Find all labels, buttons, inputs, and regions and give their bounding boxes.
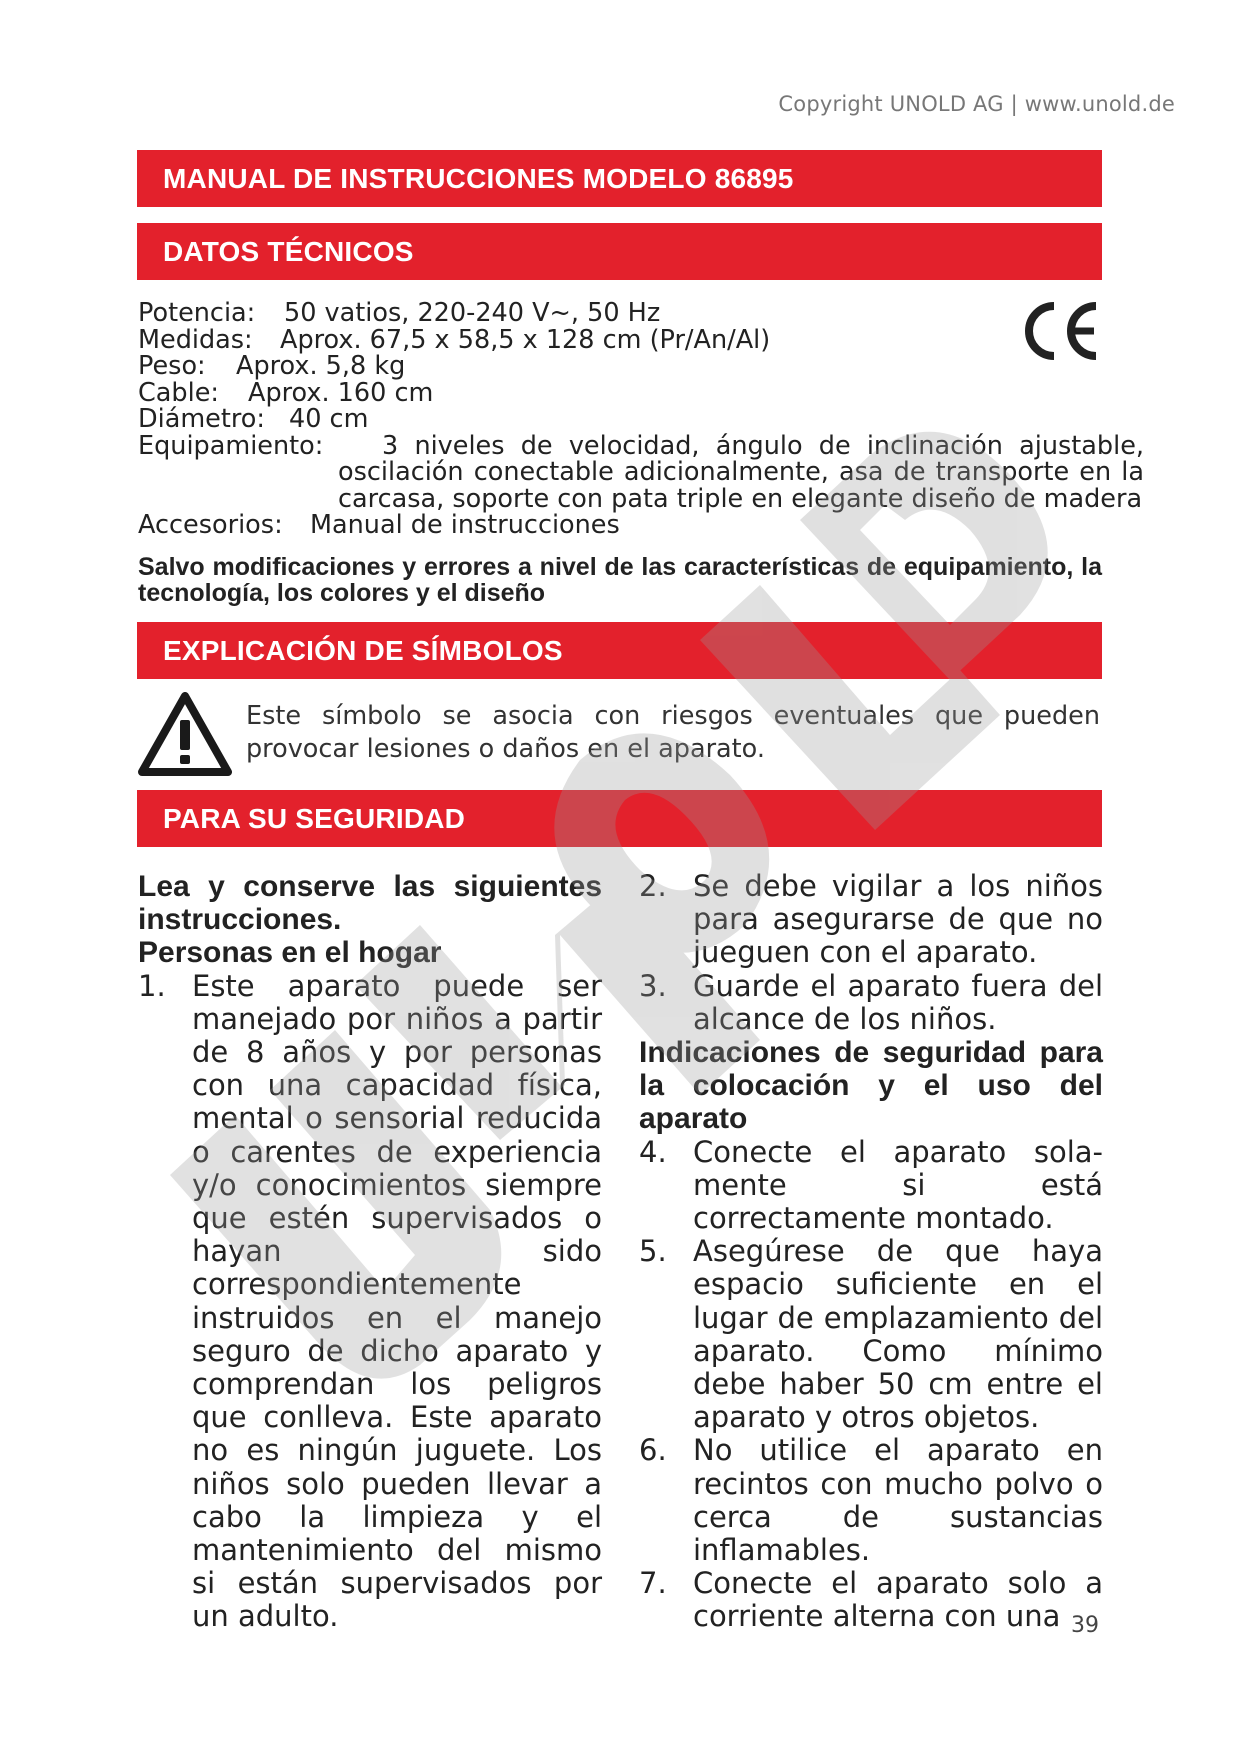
item-number: 2. xyxy=(639,869,667,903)
item-text: No utilice el aparato en recintos con mucho polvo o cerca de sustancias inflamables. xyxy=(693,1433,1103,1568)
list-item xyxy=(138,970,602,1634)
accessories-value: Manual de instrucciones xyxy=(310,509,620,540)
list-item xyxy=(639,1567,1103,1633)
spec-label: Potencia: xyxy=(138,298,256,328)
symbol-explanation: Este símbolo se asocia con riesgos eventuales que pueden provocar lesiones o daños en el aparato. xyxy=(246,701,1100,764)
tech-specs xyxy=(138,300,1148,538)
placement-safety-heading: Indicaciones de seguridad para la colocación y el uso del aparato xyxy=(639,1036,1103,1136)
read-instructions-heading: Lea y conserve las siguientes instrucciones. xyxy=(138,870,602,937)
spec-row xyxy=(138,300,1148,327)
list-item xyxy=(639,870,1103,970)
equipment-row xyxy=(138,430,1148,514)
spec-label: Peso: xyxy=(138,351,206,381)
safety-heading: PARA SU SEGURIDAD xyxy=(137,790,1102,847)
disclaimer-text: Salvo modificaciones y errores a nivel de las características de equipamiento, la tecnología, los colores y el diseño xyxy=(138,553,1102,607)
equipment-value xyxy=(338,430,1144,514)
spec-value: Aprox. 160 cm xyxy=(248,377,434,408)
equipment-line: 3 niveles de velocidad, ángulo de inclinación ajustable, xyxy=(382,430,1144,461)
spec-label: Diámetro: xyxy=(138,404,265,434)
item-text: Se debe vigilar a los niños para asegurarse de que no jueguen con el aparato. xyxy=(693,869,1103,970)
equipment-label: Equipamiento: xyxy=(138,430,324,461)
list-item xyxy=(639,1434,1103,1567)
item-number: 7. xyxy=(639,1566,667,1601)
page-number: 39 xyxy=(1071,1613,1099,1638)
item-text: Conecte el aparato sola- mente si está correctamente montado. xyxy=(693,1134,1103,1236)
equipment-line: oscilación conectable adicionalmente, asa de transporte en la xyxy=(338,457,1144,487)
list-item xyxy=(639,1235,1103,1434)
manual-title-bar: MANUAL DE INSTRUCCIONES MODELO 86895 xyxy=(137,150,1102,207)
household-heading: Personas en el hogar xyxy=(138,936,442,970)
tech-data-heading: DATOS TÉCNICOS xyxy=(137,223,1102,280)
item-text: Asegúrese de que haya espacio suficiente en el lugar de emplazamiento del aparato. Como mínimo debe haber 50 cm entre el aparato y otros objetos. xyxy=(693,1234,1103,1435)
spec-value: Aprox. 5,8 kg xyxy=(236,351,406,381)
spec-value: Aprox. 67,5 x 58,5 x 128 cm (Pr/An/Al) xyxy=(280,324,771,355)
accessories-label: Accesorios: xyxy=(138,509,283,540)
right-column xyxy=(639,870,1103,1634)
spec-value: 50 vatios, 220-240 V~, 50 Hz xyxy=(284,298,661,328)
item-text: Conecte el aparato solo a corriente alterna con una xyxy=(693,1566,1103,1634)
spec-label: Cable: xyxy=(138,377,219,408)
item-number: 1. xyxy=(138,968,166,1003)
spec-value: 40 cm xyxy=(289,404,369,434)
item-text: Este aparato puede ser manejado por niños a partir de 8 años y por personas con una capacidad física, mental o sensorial reducida o carentes de experiencia y/o conocimientos siempre que estén supervisados o hayan sido correspondientemente instruidos en el manejo seguro de dicho aparato y comprendan los peligros que conlleva. Este aparato no es ningún juguete. Los niños solo pueden llevar a cabo la limpieza y el mantenimiento del mismo si están supervisados por un adulto. xyxy=(192,968,602,1634)
item-number: 4. xyxy=(639,1134,667,1169)
spec-row xyxy=(138,353,1148,380)
item-number: 6. xyxy=(639,1433,667,1468)
spec-row xyxy=(138,377,1148,408)
symbols-heading: EXPLICACIÓN DE SÍMBOLOS xyxy=(137,622,1102,679)
spec-row xyxy=(138,406,1148,433)
item-number: 5. xyxy=(639,1234,667,1269)
warning-triangle-icon xyxy=(138,692,232,776)
spec-row xyxy=(138,324,1148,355)
list-item xyxy=(639,970,1103,1036)
item-text: Guarde el aparato fuera del alcance de los niños. xyxy=(693,968,1103,1036)
list-item xyxy=(639,1136,1103,1236)
item-number: 3. xyxy=(639,968,667,1003)
spec-row xyxy=(138,509,1148,540)
left-column xyxy=(138,870,602,1634)
equipment-line: carcasa, soporte con pata triple en elegante diseño de madera xyxy=(338,483,1143,514)
spec-label: Medidas: xyxy=(138,324,253,355)
copyright-notice: Copyright UNOLD AG | www.unold.de xyxy=(778,92,1175,116)
